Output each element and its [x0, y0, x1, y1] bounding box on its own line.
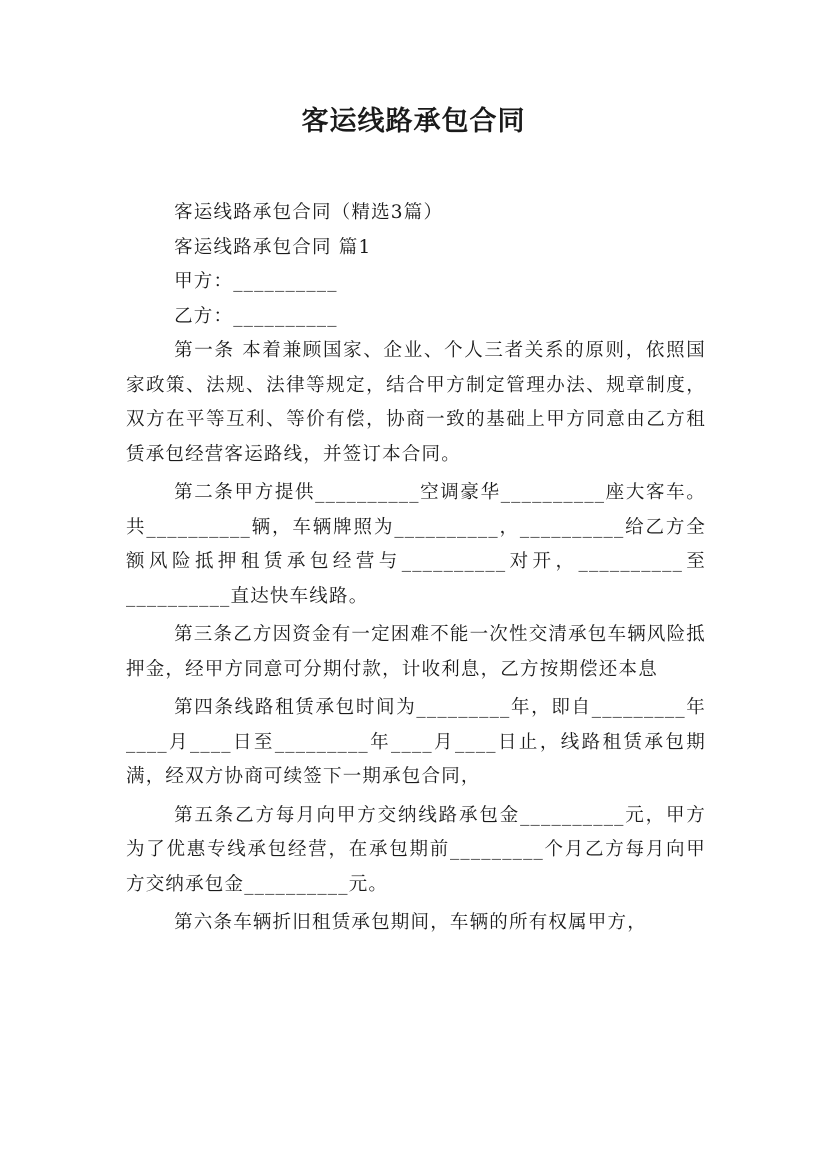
article-5: 第五条乙方每月向甲方交纳线路承包金__________元，甲方为了优惠专线承包经营，在承包期前_________个月乙方每月向甲方交纳承包金__________元。	[126, 804, 706, 895]
document-body	[126, 196, 706, 941]
article-3: 第三条乙方因资金有一定困难不能一次性交清承包车辆风险抵押金，经甲方同意可分期付款，计收利息，乙方按期偿还本息	[126, 624, 706, 680]
article-4: 第四条线路租赁承包时间为_________年，即自_________年____月____日至_________年____月____日止，线路租赁承包期满，经双方协商可续签下一期承包合同，	[126, 697, 706, 787]
article-6: 第六条车辆折旧租赁承包期间，车辆的所有权属甲方，	[174, 912, 647, 933]
subtitle-paragraph: 客运线路承包合同（精选3篇）	[174, 202, 444, 223]
party-b-line: 乙方：__________	[174, 305, 338, 327]
document-title: 客运线路承包合同	[301, 106, 526, 137]
party-a-line: 甲方：__________	[174, 271, 338, 292]
article-2: 第二条甲方提供__________空调豪华__________座大客车。共__________辆，车辆牌照为__________，__________给乙方全额风险抵押租赁承包经营与__________对开，__________至__________直达快车线路。	[126, 482, 706, 607]
article-1: 第一条 本着兼顾国家、企业、个人三者关系的原则，依照国家政策、法规、法律等规定，结合甲方制定管理办法、规章制度，双方在平等互利、等价有偿，协商一致的基础上甲方同意由乙方租赁承包经营客运路线，并签订本合同。	[126, 340, 706, 465]
section-heading: 客运线路承包合同 篇1	[174, 236, 372, 258]
